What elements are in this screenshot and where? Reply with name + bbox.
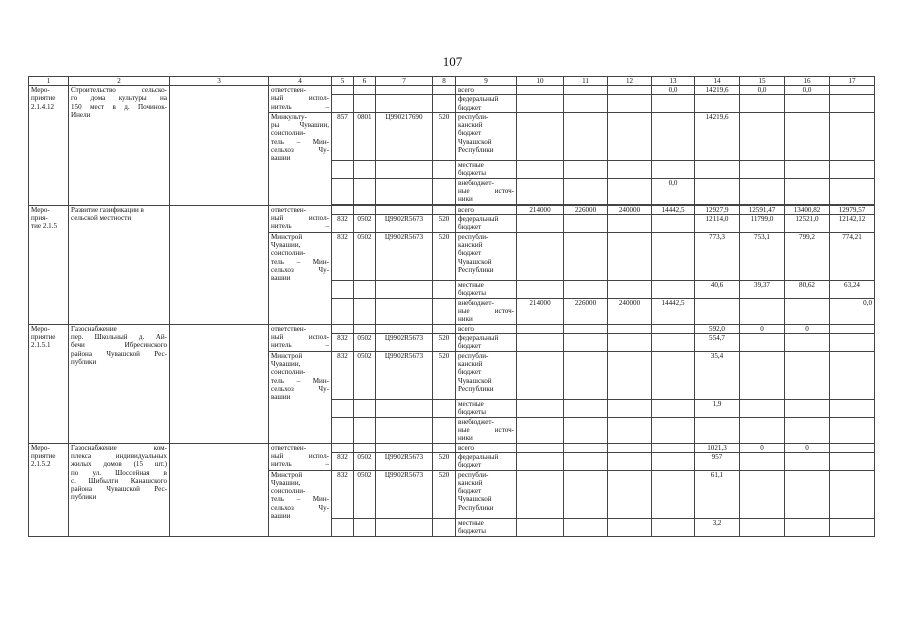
responsible-executor: ответствен- ный испол- нитель – xyxy=(269,86,332,113)
table-row: внебюджет- ные источ- ники 214000 226000 240000 14442,5 0,0 xyxy=(29,298,875,324)
col-header: 7 xyxy=(376,77,433,86)
responsible-executor: ответствен- ный испол- нитель – xyxy=(269,443,332,470)
responsible-executor: ответствен- ный испол- нитель – xyxy=(269,324,332,351)
source-label: федеральный бюджет xyxy=(456,215,517,233)
measure-name: Газоснабжение ком- плекса индивидуальных жилых домов (15 шт.) по ул. Шоссейная в с. Шибылги Канашского района Чувашской Рес- публики xyxy=(69,443,170,536)
col-header: 9 xyxy=(456,77,517,86)
source-label: внебюджет- ные источ- ники xyxy=(456,298,517,324)
coexecutor: Минстрой Чувашии, соисполни- тель – Мин- сельхоз Чу- вашии xyxy=(269,232,332,324)
header-row xyxy=(29,77,875,86)
measure-name: Газоснабжение пер. Школьный д. Ай- бечи Ибресинского района Чувашской Рес- публики xyxy=(69,324,170,443)
empty-cell xyxy=(170,205,269,324)
source-label: местные бюджеты xyxy=(456,518,517,536)
table-row: Минстрой Чувашии, соисполни- тель – Мин- сельхоз Чу- вашии 832 0502 Ц9902R5673 520 республи- канский бюджет Чувашской Республики 35,4 xyxy=(29,351,875,399)
col-header: 1 xyxy=(29,77,69,86)
col-header: 14 xyxy=(695,77,740,86)
source-label: внебюджет- ные источ- ники xyxy=(456,417,517,443)
table-row: местные бюджеты 40,6 39,37 80,62 63,24 xyxy=(29,280,875,298)
responsible-executor: ответствен- ный испол- нитель – xyxy=(269,205,332,232)
table-row: местные бюджеты 1,9 xyxy=(29,399,875,417)
table-row: местные бюджеты 3,2 xyxy=(29,518,875,536)
source-label: федеральный бюджет xyxy=(456,452,517,470)
source-label: всего xyxy=(456,324,517,333)
budget-table xyxy=(28,76,875,537)
source-label: республи- канский бюджет Чувашской Республики xyxy=(456,232,517,280)
measure-name: Развитие газификации в сельской местности xyxy=(69,205,170,324)
col-header: 2 xyxy=(69,77,170,86)
source-label: местные бюджеты xyxy=(456,399,517,417)
table-row: Меро- приятие 2.1.5.2 Газоснабжение ком- плекса индивидуальных жилых домов (15 шт.) по ул. Шоссейная в с. Шибылги Канашского района Чувашской Рес- публики ответствен- ный испол- нитель – всего 1021,3 0 0 xyxy=(29,443,875,452)
source-label: республи- канский бюджет Чувашской Республики xyxy=(456,470,517,518)
empty-cell xyxy=(170,324,269,443)
source-label: местные бюджеты xyxy=(456,160,517,178)
source-label: федеральный бюджет xyxy=(456,334,517,352)
coexecutor: Минстрой Чувашии, соисполни- тель – Мин- сельхоз Чу- вашии xyxy=(269,470,332,536)
source-label: федеральный бюджет xyxy=(456,95,517,113)
col-header: 16 xyxy=(785,77,830,86)
table-row: 832 0502 Ц9902R5673 520 федеральный бюджет 12114,0 11799,0 12521,0 12142,12 xyxy=(29,215,875,233)
empty-cell xyxy=(170,443,269,536)
table-row: Меро- приятие 2.1.5.1 Газоснабжение пер. Школьный д. Ай- бечи Ибресинского района Чувашской Рес- публики ответствен- ный испол- нитель – всего 592,0 0 0 xyxy=(29,324,875,333)
table-row: внебюджет- ные источ- ники 0,0 xyxy=(29,178,875,204)
col-header: 13 xyxy=(652,77,695,86)
empty-cell xyxy=(170,86,269,206)
source-label: всего xyxy=(456,443,517,452)
table-row: 832 0502 Ц9902R5673 520 федеральный бюджет 957 xyxy=(29,452,875,470)
col-header: 17 xyxy=(830,77,875,86)
measure-code: Меро- прия- тие 2.1.5 xyxy=(29,205,69,324)
col-header: 10 xyxy=(517,77,564,86)
measure-name: Строительство сельско- го дома культуры на 150 мест в д. Починок- Инели xyxy=(69,86,170,206)
col-header: 11 xyxy=(564,77,608,86)
table-row: Минкульту- ры Чувашии, соисполни- тель – Мин- сельхоз Чу- вашии 857 0801 Ц990217690 520 республи- канский бюджет Чувашской Республики 14219,6 xyxy=(29,112,875,160)
page-number: 107 xyxy=(442,54,463,69)
measure-code: Меро- приятие 2.1.5.2 xyxy=(29,443,69,536)
col-header: 12 xyxy=(608,77,652,86)
table-row: Меро- прия- тие 2.1.5 Развитие газификации в сельской местности ответствен- ный испол- нитель – всего 214000 226000 240000 14442,5 12927,9 12591,47 13400,82 12979,57 xyxy=(29,205,875,214)
table-row: 832 0502 Ц9902R5673 520 федеральный бюджет 554,7 xyxy=(29,334,875,352)
col-header: 15 xyxy=(740,77,785,86)
coexecutor: Минстрой Чувашии, соисполни- тель – Мин- сельхоз Чу- вашии xyxy=(269,351,332,443)
source-label: всего xyxy=(456,205,517,214)
source-label: местные бюджеты xyxy=(456,280,517,298)
table-row: Минстрой Чувашии, соисполни- тель – Мин- сельхоз Чу- вашии 832 0502 Ц9902R5673 520 республи- канский бюджет Чувашской Республики 61,1 xyxy=(29,470,875,518)
measure-code: Меро- приятие 2.1.5.1 xyxy=(29,324,69,443)
source-label: внебюджет- ные источ- ники xyxy=(456,178,517,204)
source-label: республи- канский бюджет Чувашской Республики xyxy=(456,351,517,399)
table-row: Минстрой Чувашии, соисполни- тель – Мин- сельхоз Чу- вашии 832 0502 Ц9902R5673 520 республи- канский бюджет Чувашской Республики 773,3 753,1 799,2 774,21 xyxy=(29,232,875,280)
col-header: 6 xyxy=(354,77,376,86)
source-label: республи- канский бюджет Чувашской Республики xyxy=(456,112,517,160)
col-header: 5 xyxy=(332,77,354,86)
table-row: Меро- приятие 2.1.4.12 Строительство сельско- го дома культуры на 150 мест в д. Починок- Инели ответствен- ный испол- нитель – всего 0,0 14219,6 0,0 0,0 xyxy=(29,86,875,95)
col-header: 3 xyxy=(170,77,269,86)
coexecutor: Минкульту- ры Чувашии, соисполни- тель – Мин- сельхоз Чу- вашии xyxy=(269,112,332,205)
measure-code: Меро- приятие 2.1.4.12 xyxy=(29,86,69,206)
col-header: 4 xyxy=(269,77,332,86)
col-header: 8 xyxy=(433,77,456,86)
source-label: всего xyxy=(456,86,517,95)
